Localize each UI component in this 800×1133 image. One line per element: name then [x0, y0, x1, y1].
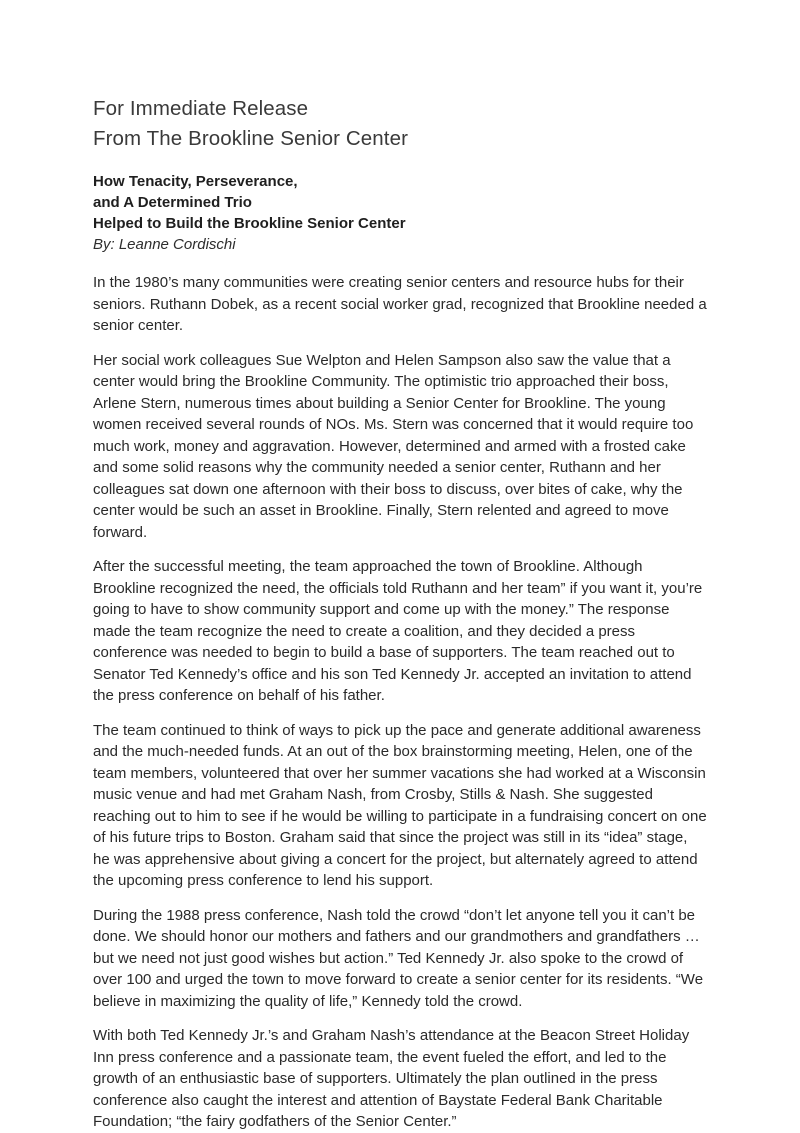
paragraph-intro: In the 1980’s many communities were creating senior centers and resource hubs for their seniors. Ruthann Dobek, as a recent social worker grad, recognized that Brookline needed a senior center. [93, 274, 707, 334]
release-header-line1: For Immediate Release [93, 97, 309, 120]
article-title-line1: How Tenacity, Perseverance, [93, 173, 298, 190]
byline: By: Leanne Cordischi [93, 236, 236, 253]
article-title [93, 171, 708, 234]
paragraph-town-meeting: After the successful meeting, the team approached the town of Brookline. Although Brookline recognized the need, the officials told Ruthann and her team” if you want it, you’re going to have to show community support and come up with the money.” The response made the team recognize the need to create a coalition, and they decided a press conference was needed to begin to build a base of supporters. The team reached out to Senator Ted Kennedy’s office and his son Ted Kennedy Jr. accepted an invitation to attend the press conference on behalf of his father. [93, 558, 703, 704]
paragraph-press-conference: During the 1988 press conference, Nash told the crowd “don’t let anyone tell you it can’t be done. We should honor our mothers and fathers and our grandmothers and grandfathers … but we need not just good wishes but action.” Ted Kennedy Jr. also spoke to the crowd of over 100 and urged the town to move forward to create a senior center for its residents. “We believe in maximizing the quality of life,” Kennedy told the crowd. [93, 906, 704, 1010]
paragraph-graham-nash: The team continued to think of ways to pick up the pace and generate additional awareness and the much-needed funds. At an out of the box brainstorming meeting, Helen, one of the team members, volunteered that over her summer vacations she had worked at a Wisconsin music venue and had met Graham Nash, from Crosby, Stills & Nash. She suggested reaching out to him to see if he would be willing to participate in a fundraising concert on one of his future trips to Boston. Graham said that since the project was still in its “idea” stage, he was apprehensive about giving a concert for the project, but alternately agreed to attend the upcoming press conference to lend his support. [93, 721, 707, 889]
article-title-line2: and A Determined Trio [93, 194, 252, 211]
release-header-line2: From The Brookline Senior Center [93, 127, 409, 150]
release-header [93, 94, 708, 154]
article-title-line3: Helped to Build the Brookline Senior Center [93, 215, 406, 232]
paragraph-colleagues: Her social work colleagues Sue Welpton and Helen Sampson also saw the value that a center would bring the Brookline Community. The optimistic trio approached their boss, Arlene Stern, numerous times about building a Senior Center for Brookline. The young women received several rounds of NOs. Ms. Stern was concerned that it would require too much work, money and aggravation. However, determined and armed with a frosted cake and some solid reasons why the community needed a senior center, Ruthann and her colleagues sat down one afternoon with their boss to discuss, over bites of cake, why the center would be such an asset in Brookline. Finally, Stern relented and agreed to move forward. [93, 351, 694, 541]
paragraph-supporters: With both Ted Kennedy Jr.’s and Graham Nash’s attendance at the Beacon Street Holiday Inn press conference and a passionate team, the event fueled the effort, and led to the growth of an enthusiastic base of supporters. Ultimately the plan outlined in the press conference also caught the interest and attention of Baystate Federal Bank Charitable Foundation; “the fairy godfathers of the Senior Center.” [93, 1027, 690, 1130]
